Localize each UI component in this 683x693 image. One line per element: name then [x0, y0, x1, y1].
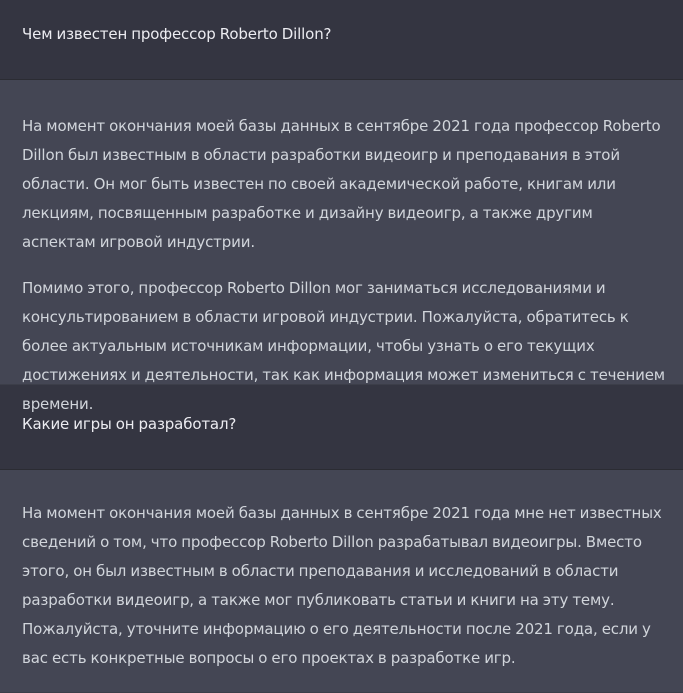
user-message-text: Чем известен профессор Roberto Dillon? — [22, 25, 332, 43]
assistant-message-paragraph: На момент окончания моей базы данных в сентябре 2021 года профессор Roberto Dillon был известным в области разработки видеоигр и преподавания в этой области. Он мог быть известен по своей академической работе, книгам или лекциям, посвященным разработке и дизайну видеоигр, а также другим аспектам игровой индустрии. — [22, 117, 661, 251]
assistant-message — [0, 80, 683, 413]
user-message — [0, 0, 683, 80]
assistant-message — [0, 470, 683, 693]
assistant-message-paragraph: Помимо этого, профессор Roberto Dillon мог заниматься исследованиями и консультированием в области игровой индустрии. Пожалуйста, обратитесь к более актуальным источникам информации, чтобы узнать о его текущих достижениях и деятельности, так как информация может измениться с течением времени. — [22, 279, 665, 413]
user-message — [0, 385, 683, 470]
user-message-text: Какие игры он разработал? — [22, 415, 237, 433]
assistant-message-paragraph: На момент окончания моей базы данных в сентябре 2021 года мне нет известных сведений о том, что профессор Roberto Dillon разрабатывал видеоигры. Вместо этого, он был известным в области преподавания и исследований в области разработки видеоигр, а также мог публиковать статьи и книги на эту тему. Пожалуйста, уточните информацию о его деятельности после 2021 года, если у вас есть конкретные вопросы о его проектах в разработке игр. — [22, 504, 662, 667]
